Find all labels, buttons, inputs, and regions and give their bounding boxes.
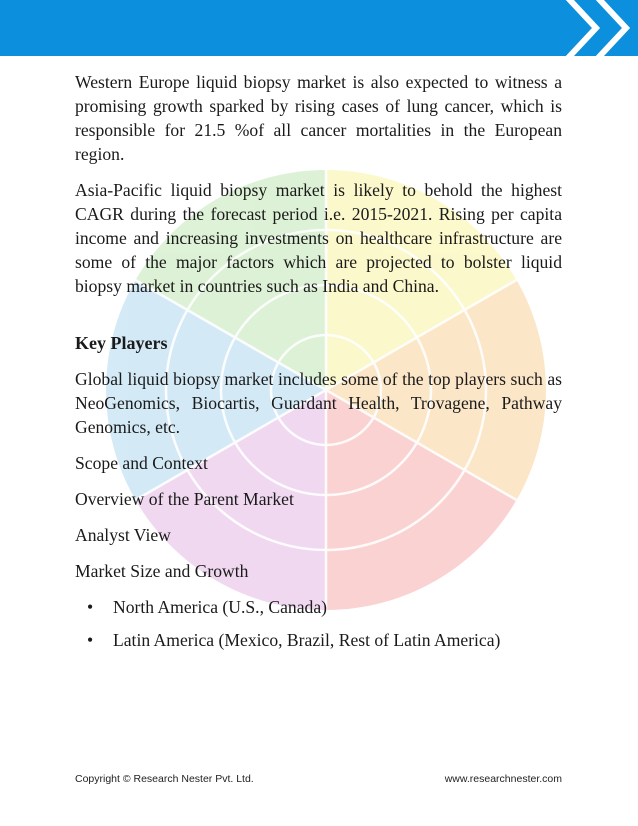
list-item: • Latin America (Mexico, Brazil, Rest of Latin America): [113, 628, 562, 652]
key-players-heading: Key Players: [75, 333, 168, 353]
document-body: [75, 70, 562, 661]
page-footer: [75, 773, 562, 785]
website-link[interactable]: www.researchnester.com: [444, 773, 562, 785]
section-overview: Overview of the Parent Market: [75, 489, 294, 509]
paragraph-western-europe: Western Europe liquid biopsy market is also expected to witness a promising growth sparked by rising cases of lung cancer, which is responsible for 21.5 %of all cancer mortalities in the European region.: [75, 72, 562, 164]
section-analyst-view: Analyst View: [75, 525, 171, 545]
region-bullet-list: [75, 595, 562, 652]
list-item: • North America (U.S., Canada): [113, 595, 562, 619]
paragraph-asia-pacific: Asia-Pacific liquid biopsy market is likely to behold the highest CAGR during the forecast period i.e. 2015-2021. Rising per capita income and increasing investments on healthcare infrastructure are some of the major factors which are projected to bolster liquid biopsy market in countries such as India and China.: [75, 180, 562, 296]
header-bar: [0, 0, 638, 56]
section-scope: Scope and Context: [75, 453, 208, 473]
chevron-arrows-icon: [528, 0, 638, 56]
copyright-text: Copyright © Research Nester Pvt. Ltd.: [75, 773, 254, 785]
paragraph-key-players: Global liquid biopsy market includes some of the top players such as NeoGenomics, Biocartis, Guardant Health, Trovagene, Pathway Genomics, etc.: [75, 369, 562, 437]
section-market-size: Market Size and Growth: [75, 561, 249, 581]
